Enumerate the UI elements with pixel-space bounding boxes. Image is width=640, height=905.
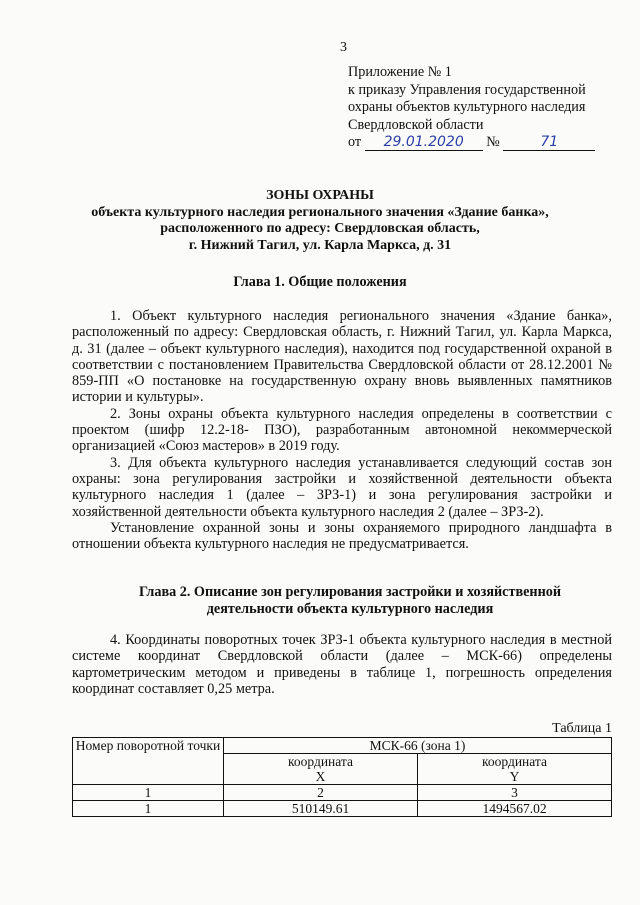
paragraph-4: 4. Координаты поворотных точек ЗРЗ-1 объекта культурного наследия в местной системе координат Свердловской области (далее – МСК-66) определены картометрическим методом и приведены в таблице 1, погрешность определения координат составляет 0,25 метра. [72,632,612,697]
header-coordinate-y [418,754,612,785]
cell-point: 1 [73,801,224,817]
cell-y: 1494567.02 [418,801,612,817]
table-header-row [73,738,612,754]
from-label: от [348,134,362,150]
chapter-2-heading [100,584,600,618]
chapter-1-body [72,308,612,552]
order-date: 29.01.2020 [365,134,483,151]
appendix-line-3: охраны объектов культурного наследия [348,99,586,115]
appendix-line-4: Свердловской области [348,116,484,133]
chapter-2-heading-line-2: деятельности объекта культурного наследия [206,601,494,617]
header-x-axis: X [315,769,326,784]
document-title [60,188,580,254]
appendix-date-line [348,134,618,152]
table-index-row [73,785,612,801]
order-number: 71 [503,134,595,151]
header-msk66: МСК-66 (зона 1) [224,738,612,754]
table-row [73,801,612,817]
index-cell: 1 [73,785,224,801]
paragraph-2: 2. Зоны охраны объекта культурного наследия определены в соответствии с проектом (шифр 12.2-18- ПЗО), разработанным автономной некоммерческой организацией «Союз мастеров» в 2019 году. [72,405,612,455]
title-line-1: ЗОНЫ ОХРАНЫ [266,188,374,203]
title-line-2: объекта культурного наследия регионального значения «Здание банка», [91,204,549,220]
index-cell: 3 [418,785,612,801]
header-coordinate-x [224,754,418,785]
chapter-2-body [72,632,612,697]
table-caption: Таблица 1 [552,721,612,736]
chapter-2-heading-line-1: Глава 2. Описание зон регулирования застройки и хозяйственной [138,584,562,600]
appendix-line-2: к приказу Управления государственной [348,81,586,98]
title-line-3: расположенного по адресу: Свердловская область, [160,221,480,236]
paragraph-3: 3. Для объекта культурного наследия устанавливается следующий состав зон охраны: зона регулирования застройки и хозяйственной деятельности объекта культурного наследия 1 (далее – ЗРЗ-1) и зона регулирования застройки и хозяйственной деятельности объекта культурного наследия 2 (далее – ЗРЗ-2). [72,454,612,520]
appendix-line-1: Приложение № 1 [348,64,452,80]
appendix-block [348,64,618,152]
paragraph-note: Установление охранной зоны и зоны охраняемого природного ландшафта в отношении объекта культурного наследия не предусматривается. [72,519,612,553]
coordinates-table [72,737,612,817]
header-point-number: Номер поворотной точки [73,738,224,785]
header-y-label: координата [482,754,547,769]
paragraph-1: 1. Объект культурного наследия регионального значения «Здание банка», расположенный по адресу: Свердловская область, г. Нижний Тагил, ул. Карла Маркса, д. 31 (далее – объект культурного наследия), находится под государственной охраной в соответствии с постановлением Правительства Свердловской области от 28.12.2001 № 859-ПП «О постановке на государственную охрану вновь выявленных памятников истории и культуры». [72,308,612,406]
index-cell: 2 [224,785,418,801]
chapter-1-heading: Глава 1. Общие положения [233,274,407,290]
cell-x: 510149.61 [224,801,418,817]
number-label: № [486,134,500,150]
header-y-axis: Y [509,769,520,784]
header-x-label: координата [288,754,353,769]
page-number: 3 [340,40,347,55]
title-line-4: г. Нижний Тагил, ул. Карла Маркса, д. 31 [188,237,452,253]
